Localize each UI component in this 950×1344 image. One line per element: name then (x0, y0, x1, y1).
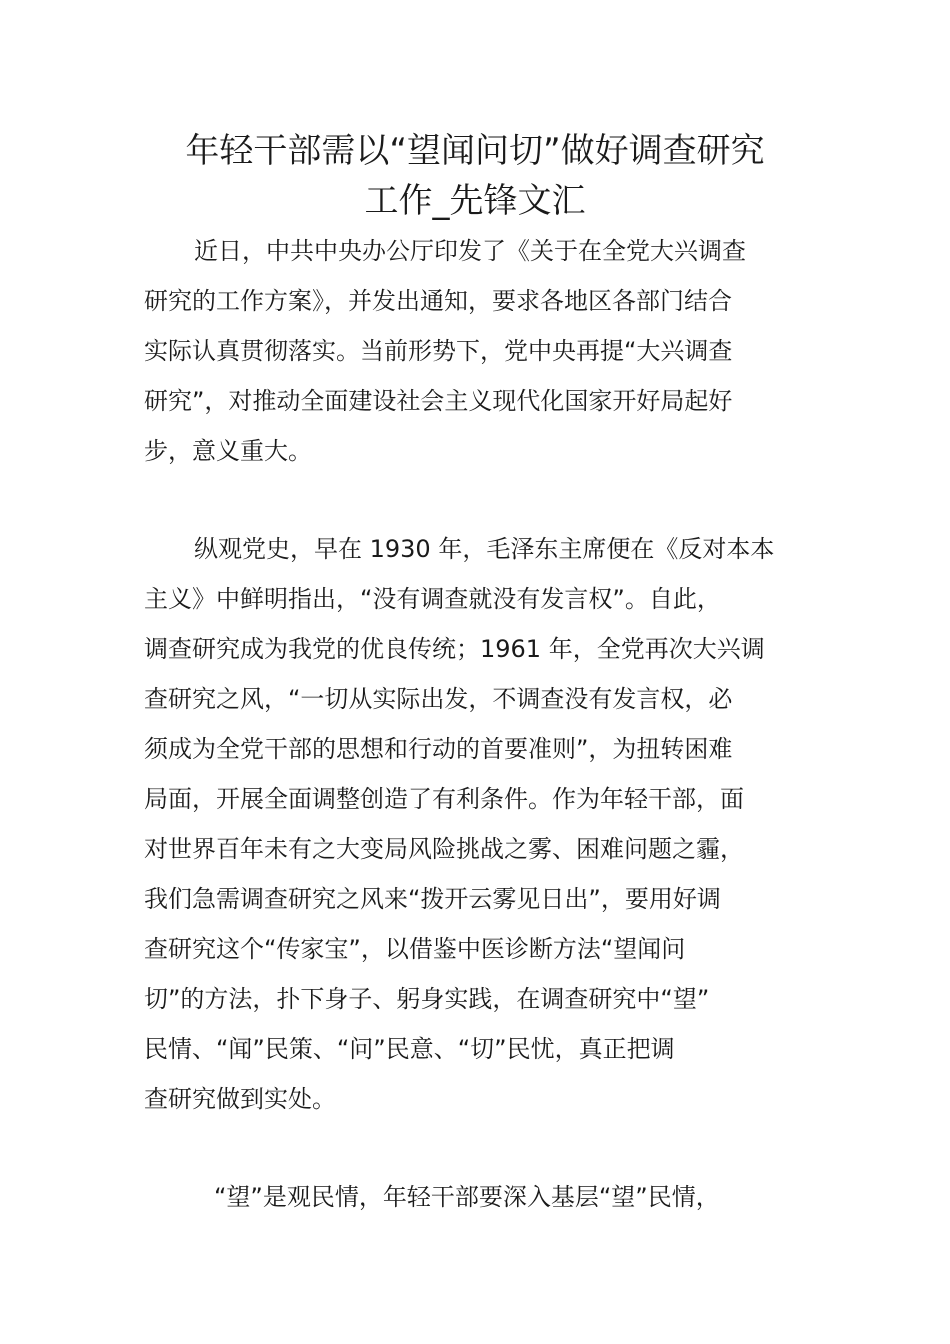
paragraph-line: 近日，中共中央办公厅印发了《关于在全党大兴调查 (194, 237, 746, 265)
paragraph-line: 研究的工作方案》，并发出通知，要求各地区各部门结合 (144, 287, 732, 315)
paragraph-line: 调查研究成为我党的优良传统；1961 年，全党再次大兴调 (144, 635, 765, 663)
paragraph (144, 226, 808, 476)
paragraph-line: 实际认真贯彻落实。当前形势下，党中央再提“大兴调查 (144, 337, 733, 365)
paragraph-line: 局面，开展全面调整创造了有利条件。作为年轻干部，面 (144, 785, 744, 813)
paragraph-line: “望”是观民情，年轻干部要深入基层“望”民情， (214, 1183, 720, 1211)
paragraph-line: 研究”，对推动全面建设社会主义现代化国家开好局起好 (144, 387, 733, 415)
paragraph-line: 主义》中鲜明指出，“没有调查就没有发言权”。自此， (144, 585, 721, 613)
title-line: 工作_先锋文汇 (364, 181, 586, 221)
paragraph-line: 须成为全党干部的思想和行动的首要准则”，为扭转困难 (144, 735, 733, 763)
paragraph-line: 步，意义重大。 (144, 437, 312, 465)
paragraph-line: 查研究这个“传家宝”，以借鉴中医诊断方法“望闻问 (144, 935, 686, 963)
paragraph-line: 民情、“闻”民策、“问”民意、“切”民忧，真正把调 (144, 1035, 675, 1063)
paragraph-line: 切”的方法，扑下身子、躬身实践，在调查研究中“望” (144, 985, 710, 1013)
paragraph-line: 查研究做到实处。 (144, 1085, 336, 1113)
paragraph (144, 1172, 808, 1222)
paragraph-line: 查研究之风，“一切从实际出发，不调查没有发言权，必 (144, 685, 733, 713)
title-line: 年轻干部需以“望闻问切”做好调查研究 (185, 131, 765, 171)
paragraph-line: 对世界百年未有之大变局风险挑战之雾、困难问题之霾， (144, 835, 744, 863)
document-title (120, 126, 830, 226)
paragraph-line: 纵观党史，早在 1930 年，毛泽东主席便在《反对本本 (194, 535, 775, 563)
paragraph-line: 我们急需调查研究之风来“拨开云雾见日出”，要用好调 (144, 885, 721, 913)
paragraph (144, 524, 808, 1124)
